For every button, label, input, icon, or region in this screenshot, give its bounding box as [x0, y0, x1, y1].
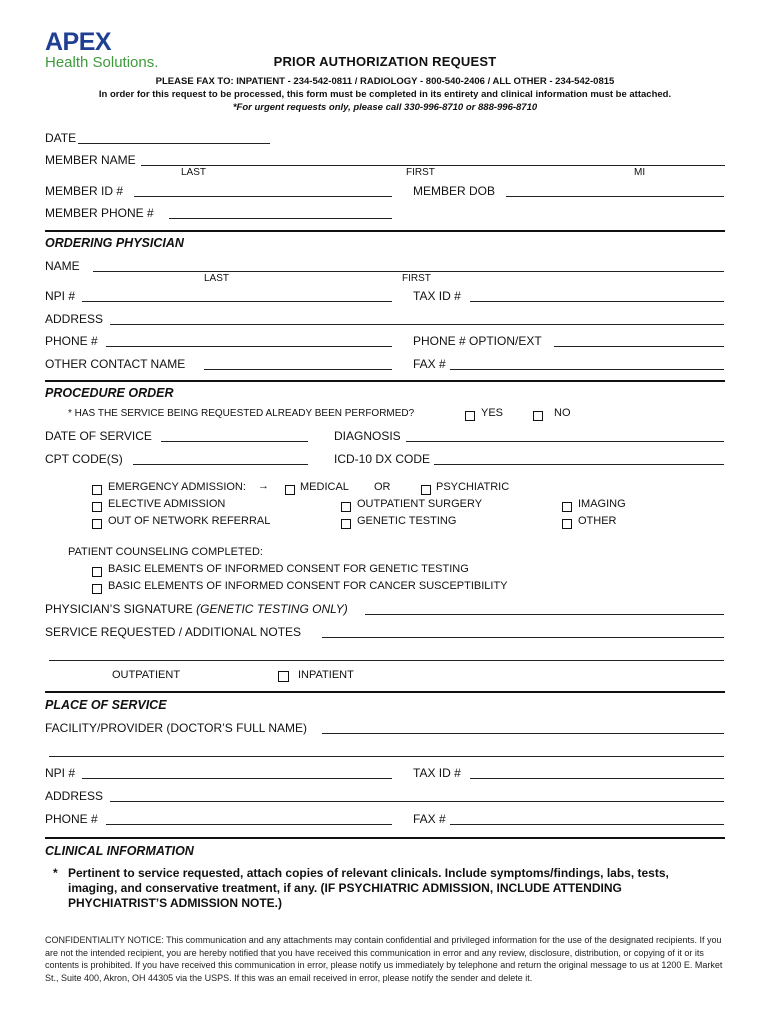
member-id-label: MEMBER ID #	[45, 184, 124, 198]
physician-address-field[interactable]	[110, 324, 724, 325]
clinical-bullet: *	[53, 866, 58, 880]
section-divider	[45, 691, 725, 693]
signature-note: (GENETIC TESTING ONLY)	[196, 602, 348, 616]
physician-npi-label: NPI #	[45, 289, 76, 303]
cpt-codes-label: CPT CODE(S)	[45, 452, 123, 466]
imaging-checkbox[interactable]	[562, 499, 572, 517]
outpatient-surgery-label: OUTPATIENT SURGERY	[357, 498, 483, 510]
service-notes-field-line2[interactable]	[49, 660, 724, 661]
physician-last-caption: LAST	[204, 273, 230, 284]
member-last-caption: LAST	[181, 167, 207, 178]
imaging-label: IMAGING	[578, 498, 626, 510]
physician-phone-opt-field[interactable]	[554, 346, 724, 347]
member-first-caption: FIRST	[406, 167, 435, 178]
other-checkbox[interactable]	[562, 516, 572, 534]
emergency-admission-checkbox[interactable]	[92, 482, 102, 500]
facility-field[interactable]	[322, 733, 724, 734]
physician-first-caption: FIRST	[402, 273, 431, 284]
diagnosis-field[interactable]	[406, 441, 724, 442]
genetic-testing-label: GENETIC TESTING	[357, 515, 457, 527]
performed-no-label: NO	[554, 407, 571, 419]
medical-checkbox[interactable]	[285, 482, 295, 500]
completion-notice: In order for this request to be processed, this form must be completed in its entirety and clinical information must be attached.	[98, 89, 672, 100]
physician-signature-field[interactable]	[365, 614, 724, 615]
ordering-physician-heading: ORDERING PHYSICIAN	[45, 236, 184, 250]
facility-field-line2[interactable]	[49, 756, 724, 757]
urgent-notice: *For urgent requests only, please call 330-996-8710 or 888-996-8710	[232, 102, 538, 113]
emergency-admission-label: EMERGENCY ADMISSION:	[108, 481, 246, 493]
place-fax-field[interactable]	[450, 824, 724, 825]
physician-npi-field[interactable]	[82, 301, 392, 302]
place-phone-label: PHONE #	[45, 812, 98, 826]
member-name-field[interactable]	[141, 165, 725, 166]
genetic-testing-checkbox[interactable]	[341, 516, 351, 534]
place-of-service-heading: PLACE OF SERVICE	[45, 698, 167, 712]
section-divider	[45, 380, 725, 382]
member-id-field[interactable]	[134, 196, 392, 197]
or-label: OR	[374, 481, 391, 493]
performed-question: * HAS THE SERVICE BEING REQUESTED ALREADY BEEN PERFORMED?	[68, 408, 415, 419]
date-of-service-field[interactable]	[161, 441, 308, 442]
icd10-field[interactable]	[434, 464, 724, 465]
date-field[interactable]	[78, 143, 270, 144]
other-contact-label: OTHER CONTACT NAME	[45, 357, 186, 371]
place-tax-label: TAX ID #	[413, 766, 461, 780]
out-of-network-label: OUT OF NETWORK REFERRAL	[108, 515, 271, 527]
performed-no-checkbox[interactable]	[533, 408, 543, 426]
place-phone-field[interactable]	[106, 824, 392, 825]
physician-phone-field[interactable]	[106, 346, 392, 347]
psychiatric-label: PSYCHIATRIC	[436, 481, 510, 493]
confidentiality-notice: CONFIDENTIALITY NOTICE: This communication and any attachments may contain confidential and privileged information for the use of the designated recipients. If you are not the intended recipient, you are hereby notified that you have received this communication in error and any review, disclosure, distribution, or copying of it or its contents is prohibited. If you have received this communication in error, please notify us immediately by telephone and return the original message to us at 1200 E. Market St., Suite 400, Akron, OH 44305 via the USPS. If this was an email received in error, please notify the sender and delete it.	[45, 935, 723, 983]
place-tax-field[interactable]	[470, 778, 724, 779]
physician-tax-label: TAX ID #	[413, 289, 461, 303]
service-notes-field[interactable]	[322, 637, 724, 638]
consent-genetic-checkbox[interactable]	[92, 564, 102, 582]
out-of-network-checkbox[interactable]	[92, 516, 102, 534]
clinical-instructions: Pertinent to service requested, attach copies of relevant clinicals. Include symptoms/findings, labs, tests, imaging, and conservative treatment, if any. (IF PSYCHIATRIC ADMISSION, INCLUDE ATTENDING PHYCHIATRIST’S ADMISSION NOTE.)	[68, 866, 669, 910]
service-notes-label: SERVICE REQUESTED / ADDITIONAL NOTES	[45, 625, 302, 639]
facility-label: FACILITY/PROVIDER (DOCTOR’S FULL NAME)	[45, 721, 308, 735]
place-npi-label: NPI #	[45, 766, 76, 780]
consent-cancer-checkbox[interactable]	[92, 581, 102, 599]
outpatient-surgery-checkbox[interactable]	[341, 499, 351, 517]
member-dob-field[interactable]	[506, 196, 724, 197]
member-name-label: MEMBER NAME	[45, 153, 136, 167]
physician-address-label: ADDRESS	[45, 312, 104, 326]
fax-instructions: PLEASE FAX TO: INPATIENT - 234-542-0811 / RADIOLOGY - 800-540-2406 / ALL OTHER - 234-542-0815	[155, 76, 615, 87]
physician-tax-field[interactable]	[470, 301, 724, 302]
logo-health-solutions: Health Solutions.	[45, 54, 159, 71]
counseling-label: PATIENT COUNSELING COMPLETED:	[68, 546, 263, 558]
diagnosis-label: DIAGNOSIS	[334, 429, 401, 443]
physician-phone-label: PHONE #	[45, 334, 98, 348]
outpatient-label: OUTPATIENT	[112, 669, 181, 681]
member-mi-caption: MI	[634, 167, 646, 178]
inpatient-checkbox[interactable]	[278, 669, 289, 687]
physician-fax-field[interactable]	[450, 369, 724, 370]
section-divider	[45, 230, 725, 232]
performed-yes-checkbox[interactable]	[465, 408, 475, 426]
performed-yes-label: YES	[481, 407, 504, 419]
physician-name-field[interactable]	[93, 271, 724, 272]
place-address-label: ADDRESS	[45, 789, 104, 803]
place-fax-label: FAX #	[413, 812, 446, 826]
elective-admission-label: ELECTIVE ADMISSION	[108, 498, 226, 510]
member-phone-field[interactable]	[169, 218, 392, 219]
elective-admission-checkbox[interactable]	[92, 499, 102, 517]
place-address-field[interactable]	[110, 801, 724, 802]
member-phone-label: MEMBER PHONE #	[45, 206, 154, 220]
clinical-information-heading: CLINICAL INFORMATION	[45, 844, 194, 858]
arrow-right-icon: →	[258, 480, 269, 492]
form-title: PRIOR AUTHORIZATION REQUEST	[273, 54, 497, 69]
physician-name-label: NAME	[45, 259, 80, 273]
section-divider	[45, 837, 725, 839]
place-npi-field[interactable]	[82, 778, 392, 779]
logo-apex: APEX	[45, 28, 112, 56]
icd10-label: ICD-10 DX CODE	[334, 452, 431, 466]
physician-signature-label: PHYSICIAN’S SIGNATURE (GENETIC TESTING ONLY)	[45, 602, 348, 616]
consent-genetic-label: BASIC ELEMENTS OF INFORMED CONSENT FOR GENETIC TESTING	[108, 563, 469, 575]
procedure-order-heading: PROCEDURE ORDER	[45, 386, 174, 400]
physician-fax-label: FAX #	[413, 357, 446, 371]
inpatient-label: INPATIENT	[298, 669, 354, 681]
medical-label: MEDICAL	[300, 481, 349, 493]
date-label: DATE	[45, 131, 77, 145]
date-of-service-label: DATE OF SERVICE	[45, 429, 152, 443]
cpt-codes-field[interactable]	[133, 464, 308, 465]
other-contact-field[interactable]	[204, 369, 392, 370]
other-label: OTHER	[578, 515, 617, 527]
physician-phone-opt-label: PHONE # OPTION/EXT	[413, 334, 542, 348]
member-dob-label: MEMBER DOB	[413, 184, 496, 198]
consent-cancer-label: BASIC ELEMENTS OF INFORMED CONSENT FOR CANCER SUSCEPTIBILITY	[108, 580, 508, 592]
